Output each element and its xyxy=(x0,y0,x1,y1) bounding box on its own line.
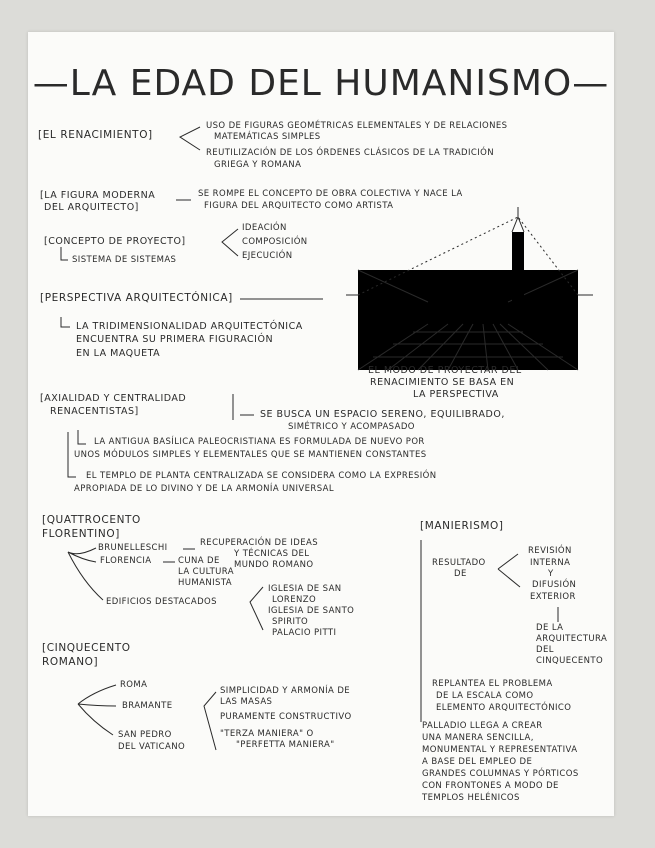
brunelleschi-desc-1: RECUPERACIÓN DE IDEAS xyxy=(200,538,318,548)
perspectiva-heading: [PERSPECTIVA ARQUITECTÓNICA] xyxy=(40,292,233,304)
florencia-desc-3: HUMANISTA xyxy=(178,578,232,588)
de-la-1: DE LA xyxy=(536,623,564,633)
bramante-label: BRAMANTE xyxy=(122,701,173,711)
palladio-4: A BASE DEL EMPLEO DE xyxy=(422,757,533,767)
quattrocento-heading-2: FLORENTINO] xyxy=(42,528,120,540)
renacimiento-heading: [EL RENACIMIENTO] xyxy=(38,129,153,141)
replantea-2: DE LA ESCALA COMO xyxy=(436,691,534,701)
result-2: INTERNA xyxy=(530,558,571,568)
brace-renacimiento xyxy=(180,127,200,150)
figura-heading-2: DEL ARQUITECTO] xyxy=(44,202,139,213)
cinquecento-heading-2: ROMANO] xyxy=(42,656,99,668)
florencia-desc-2: LA CULTURA xyxy=(178,567,234,577)
quattrocento-heading-1: [QUATTROCENTO xyxy=(42,514,141,526)
branch-resultado xyxy=(498,554,520,587)
brace-concepto xyxy=(222,229,238,256)
palladio-1: PALLADIO LLEGA A CREAR xyxy=(422,721,543,731)
edificio-3: PALACIO PITTI xyxy=(272,628,337,638)
concepto-item-1: IDEACIÓN xyxy=(242,223,287,233)
figura-heading-1: [LA FIGURA MODERNA xyxy=(40,190,156,201)
bramante-desc-3: PURAMENTE CONSTRUCTIVO xyxy=(220,712,352,722)
florencia-label: FLORENCIA xyxy=(100,556,152,566)
de-la-3: DEL xyxy=(536,645,554,655)
edificio-1b: LORENZO xyxy=(272,595,317,605)
concepto-item-2: COMPOSICIÓN xyxy=(242,237,308,247)
bramante-desc-1: SIMPLICIDAD Y ARMONÍA DE xyxy=(220,686,351,696)
axialidad-point-2b: APROPIADA DE LO DIVINO Y DE LA ARMONÍA UNIVERSAL xyxy=(74,484,335,494)
perspectiva-caption-2: RENACIMIENTO SE BASA EN xyxy=(370,377,515,388)
result-5: EXTERIOR xyxy=(530,592,576,602)
bramante-desc-4: "TERZA MANIERA" O xyxy=(220,729,314,739)
axialidad-heading-2: RENACENTISTAS] xyxy=(50,406,139,417)
axialidad-point-1a: LA ANTIGUA BASÍLICA PALEOCRISTIANA ES FORMULADA DE NUEVO POR xyxy=(94,437,425,447)
renacimiento-item-2b: GRIEGA Y ROMANA xyxy=(214,160,302,170)
concepto-sub: SISTEMA DE SISTEMAS xyxy=(72,255,177,265)
renacimiento-item-1a: USO DE FIGURAS GEOMÉTRICAS ELEMENTALES Y DE RELACIONES xyxy=(206,121,508,131)
bramante-desc-5: "PERFETTA MANIERA" xyxy=(236,740,335,750)
palladio-2: UNA MANERA SENCILLA, xyxy=(422,733,534,743)
hook-perspectiva xyxy=(61,317,70,327)
roma-label: ROMA xyxy=(120,680,148,690)
de-la-2: ARQUITECTURA xyxy=(536,634,608,644)
result-1: REVISIÓN xyxy=(528,546,572,556)
edificios-label: EDIFICIOS DESTACADOS xyxy=(106,597,217,607)
edificio-1a: IGLESIA DE SAN xyxy=(268,584,342,594)
replantea-3: ELEMENTO ARQUITECTÓNICO xyxy=(436,703,572,713)
resultado-2: DE xyxy=(454,569,467,579)
brunelleschi-desc-2: Y TÉCNICAS DEL xyxy=(234,549,310,559)
renacimiento-item-2a: REUTILIZACIÓN DE LOS ÓRDENES CLÁSICOS DE LA TRADICIÓN xyxy=(206,148,494,158)
concepto-heading: [CONCEPTO DE PROYECTO] xyxy=(44,236,186,247)
axialidad-text-2: SIMÉTRICO Y ACOMPASADO xyxy=(288,422,415,432)
san-pedro-1: SAN PEDRO xyxy=(118,730,172,740)
florencia-desc-1: CUNA DE xyxy=(178,556,220,566)
brunelleschi-label: BRUNELLESCHI xyxy=(98,543,168,553)
figura-text-2: FIGURA DEL ARQUITECTO COMO ARTISTA xyxy=(204,201,394,211)
replantea-1: REPLANTEA EL PROBLEMA xyxy=(432,679,553,689)
axialidad-text-1: SE BUSCA UN ESPACIO SERENO, EQUILIBRADO, xyxy=(260,409,505,420)
palladio-6: CON FRONTONES A MODO DE xyxy=(422,781,559,791)
hook-point-1 xyxy=(78,430,86,444)
page-title: —LA EDAD DEL HUMANISMO— xyxy=(32,63,610,104)
branch-quattrocento xyxy=(68,548,103,600)
palladio-3: MONUMENTAL Y REPRESENTATIVA xyxy=(422,745,578,755)
axialidad-heading-1: [AXIALIDAD Y CENTRALIDAD xyxy=(40,393,187,404)
brunelleschi-desc-3: MUNDO ROMANO xyxy=(234,560,314,570)
bramante-desc-2: LAS MASAS xyxy=(220,697,273,707)
perspectiva-text-3: EN LA MAQUETA xyxy=(76,348,161,359)
edificio-2a: IGLESIA DE SANTO xyxy=(268,606,355,616)
palladio-7: TEMPLOS HELÉNICOS xyxy=(422,793,520,803)
resultado-1: RESULTADO xyxy=(432,558,486,568)
notebook-page xyxy=(28,32,614,816)
branch-cinquecento xyxy=(78,685,116,735)
brace-bramante xyxy=(204,692,216,750)
perspectiva-caption-1: EL MODO DE PROYECTAR DEL xyxy=(368,365,522,376)
de-la-4: CINQUECENTO xyxy=(536,656,604,666)
san-pedro-2: DEL VATICANO xyxy=(118,742,186,752)
renacimiento-item-1b: MATEMÁTICAS SIMPLES xyxy=(214,132,321,142)
palladio-5: GRANDES COLUMNAS Y PÓRTICOS xyxy=(422,769,579,779)
result-3: Y xyxy=(548,569,554,579)
hook-sistema xyxy=(61,247,68,260)
figura-text-1: SE ROMPE EL CONCEPTO DE OBRA COLECTIVA Y NACE LA xyxy=(198,189,463,199)
brace-edificios xyxy=(250,587,263,630)
perspective-sketch-icon xyxy=(346,207,593,370)
axialidad-point-2a: EL TEMPLO DE PLANTA CENTRALIZADA SE CONSIDERA COMO LA EXPRESIÓN xyxy=(86,471,437,481)
concepto-item-3: EJECUCIÓN xyxy=(242,251,293,261)
axialidad-point-1b: UNOS MÓDULOS SIMPLES Y ELEMENTALES QUE SE MANTIENEN CONSTANTES xyxy=(74,450,427,460)
cinquecento-heading-1: [CINQUECENTO xyxy=(42,642,131,654)
edificio-2b: SPIRITO xyxy=(272,617,309,627)
perspectiva-text-1: LA TRIDIMENSIONALIDAD ARQUITECTÓNICA xyxy=(76,321,303,332)
perspectiva-text-2: ENCUENTRA SU PRIMERA FIGURACIÓN xyxy=(76,334,274,345)
result-4: DIFUSIÓN xyxy=(532,580,577,590)
perspectiva-caption-3: LA PERSPECTIVA xyxy=(413,389,499,400)
manierismo-heading: [MANIERISMO] xyxy=(420,520,504,532)
